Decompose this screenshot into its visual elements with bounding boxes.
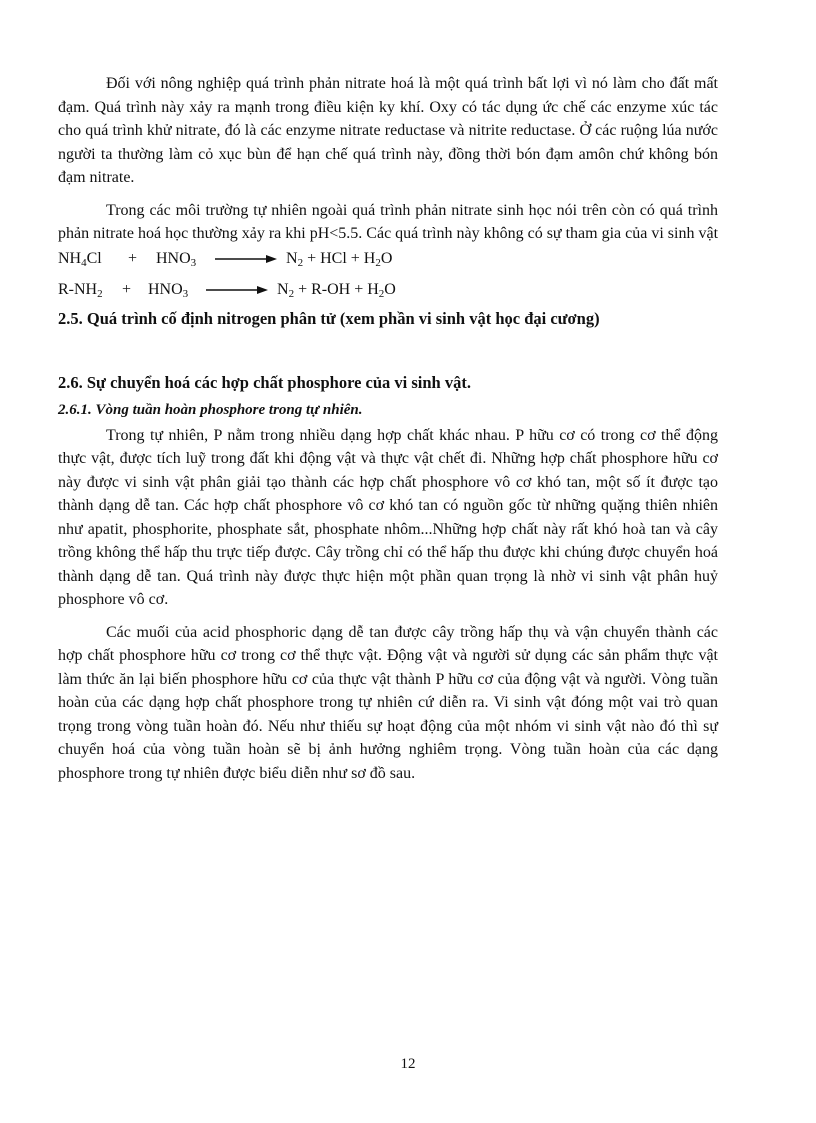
arrow-icon bbox=[215, 254, 277, 264]
heading-2-5: 2.5. Quá trình cố định nitrogen phân tử (xem phần vi sinh vật học đại cương) bbox=[58, 308, 600, 328]
eq2-plus: + bbox=[122, 280, 132, 298]
eq1-plus: + bbox=[128, 249, 138, 267]
eq2-reactant-b: $HNO_3$ bbox=[148, 280, 189, 300]
eq1-product: $N_2$ + HCl + $H_2O$ bbox=[286, 249, 393, 269]
eq1-reactant-a: $NH_4Cl$ bbox=[58, 249, 102, 269]
heading-2-6-1: 2.6.1. Vòng tuần hoàn phosphore trong tự nhiên. bbox=[58, 401, 363, 418]
eq1-reactant-b: $HNO_3$ bbox=[156, 249, 197, 269]
paragraph-phosphorus-in-nature: Trong tự nhiên, P nằm trong nhiều dạng hợp chất khác nhau. P hữu cơ có trong cơ thể động thực vật, được tích luỹ trong đất khi động vật và thực vật chết đi. Những hợp chất phosphore hữu cơ này được vi sinh vật phân giải tạo thành các hợp chất phosphore vô cơ khó tan, một số ít được tạo thành dạng dễ tan. Các hợp chất phosphore vô cơ khó tan có nguồn gốc từ những quặng thiên nhiên như apatit, phosphorite, phosphate sắt, phosphate nhôm...Những hợp chất này rất khó hoà tan và cây trồng không thể hấp thu trực tiếp được. Cây trồng chỉ có thể hấp thu được khi chúng được chuyển hoá thành dạng dễ tan. Quá trình này được thực hiện một phần quan trọng là nhờ vi sinh vật phân huỷ phosphore vô cơ. bbox=[58, 426, 718, 608]
eq2-product: $N_2 + R-OH + H_2O$ bbox=[277, 280, 396, 300]
paragraph-denitrification-agriculture: Đối với nông nghiệp quá trình phản nitrate hoá là một quá trình bất lợi vì nó làm cho đất mất đạm. Quá trình này xảy ra mạnh trong điều kiện ky khí. Oxy có tác dụng ức chế các enzyme xúc tác cho quá trình khử nitrate, đó là các enzyme nitrate reductase và nitrite reductase. Ở các ruộng lúa nước người ta thường làm cỏ xục bùn để hạn chế quá trình này, đồng thời bón đạm amôn chứ không bón đạm nitrate. bbox=[58, 75, 718, 186]
page-content bbox=[58, 72, 718, 785]
page-number: 12 bbox=[400, 1056, 416, 1072]
equation-rnh2 bbox=[58, 279, 718, 301]
paragraph-chemical-denitrification: Trong các môi trường tự nhiên ngoài quá trình phản nitrate sinh học nói trên còn có quá trình phản nitrate hoá học thường xảy ra khi pH<5.5. Các quá trình này không có sự tham gia của vi sinh vật bbox=[58, 201, 719, 242]
eq2-reactant-a: $R-NH_2$ bbox=[58, 280, 103, 300]
paragraph-phosphoric-acid-salts: Các muối của acid phosphoric dạng dễ tan được cây trồng hấp thụ và vận chuyển thành các hợp chất phosphore hữu cơ trong cơ thể thực vật. Động vật và người sử dụng các sản phẩm thực vật làm thức ăn lại biến phosphore hữu cơ của thực vật thành P hữu cơ của động vật và người. Vòng tuần hoàn của các dạng hợp chất phosphore trong tự nhiên cứ diễn ra. Vi sinh vật đóng một vai trò quan trọng trong vòng tuần hoàn đó. Nếu như thiếu sự hoạt động của một nhóm vi sinh vật nào đó thì sự chuyển hoá của vòng tuần hoàn sẽ bị ảnh hưởng nghiêm trọng. Vòng tuần hoàn của các dạng phosphore trong tự nhiên được biểu diễn như sơ đồ sau. bbox=[58, 623, 718, 782]
equation-nh4cl bbox=[58, 248, 718, 270]
heading-2-6: 2.6. Sự chuyển hoá các hợp chất phosphore của vi sinh vật. bbox=[58, 372, 471, 392]
arrow-icon bbox=[206, 285, 268, 295]
